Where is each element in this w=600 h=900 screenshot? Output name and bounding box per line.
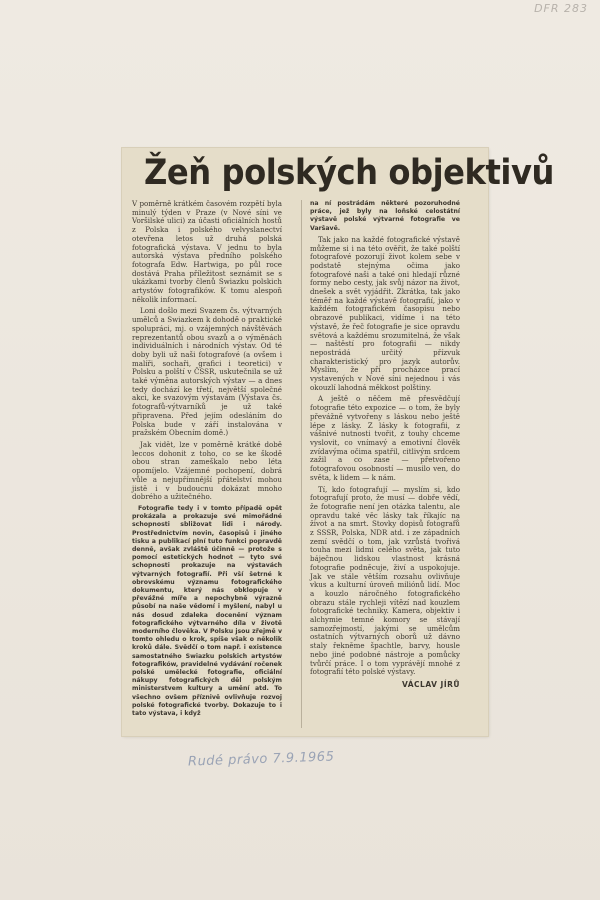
paragraph: Loni došlo mezi Svazem čs. výtvarných umělců a Swiazkem k dohodě o praktické spolupráci, mj. o vzájemných návštěvách reprezentantů obou svazů a o výměnách individuálních i národních výstav. Od té doby byli už naši fotografové (a ovšem i malíři, sochaři, grafici i teoretici) v Polsku a polští v ČSSR, uskutečnila se už také výměna autorských výstav — a dnes tedy dochází ke třetí, největší společné akci, ke svazovým výstavám (Výstava čs. fotografů-výtvarníků je už také připravena. Před jejím odesláním do Polska bude v září instalována v pražském Obecním domě.) bbox=[132, 306, 282, 438]
paragraph: V poměrně krátkém časovém rozpětí byla minulý týden v Praze (v Nové síni ve Voršilské ulici) za účasti oficiálních hostů z Polska i polského velvyslanectví otevřena letos už druhá polská fotografická výstava. V jednu to byla autorská výstava předního polského fotografa Edw. Hartwiga, po půl roce dostává Praha příležitost seznámit se s ukázkami tvorby členů Swiazku polskich artystów fotografików. K tomu alespoň několik informací. bbox=[132, 199, 282, 304]
paragraph-bold: Fotografie tedy i v tomto případě opět prokázala a prokazuje své mimořádné schopnosti sbližovat lidi i národy. Prostřednictvím novin, časopisů i jiného tisku a publikací plní tuto funkci popravdě denně, avšak zvláště účinně — protože s pomocí estetických hodnot — tyto své schopnosti prokazuje na výstavách výtvarných fotografií. Při vší šetrné k obrovskému významu fotografického dokumentu, který nás obklopuje v převážné míře a nepochybně výrazně působí na naše vědomí i myšlení, nabyl u nás dosud zdaleka docenění význam fotografického výtvarného díla v životě moderního člověka. V Polsku jsou zřejmě v tomto ohledu o krok, spíše však o několik kroků dále. Svědčí o tom např. i existence samostatného Swiazku polskich artystów fotografików, pravidelné vydávání ročenek polské umělecké fotografie, oficiální nákupy fotografických děl polským ministerstvem kultury a umění atd. To všechno ovšem příznivě ovlivňuje rozvoj polské fotografické tvorby. Dokazuje to i tato výstava, i když bbox=[132, 504, 282, 717]
paragraph: Tí, kdo fotografují — myslím si, kdo fotografují proto, že musí — dobře vědí, že fotografie není jen otázka talentu, ale opravdu také věc lásky tak říkajíc na život a na smrt. Stovky dopisů fotografů z SSSR, Polska, NDR atd. i ze západních zemí svědčí o tom, jak vzrůstá tvořivá touha mezi lidmi celého světa, jak tuto báječnou lidskou vlastnost krásná fotografie podněcuje, živí a uspokojuje. Jak ve stále větším rozsahu ovlivňuje vkus a kulturní úroveň miliónů lidí. Moc a kouzlo náročného fotografického obrazu stále rychleji vítězí nad kouzlem fotografické techniky. Kamera, objektiv i alchymie temné komory se stávají samozřejmostí, jakými se umělcům ostatních výtvarných oborů už dávno staly řekněme špachtle, barvy, housle nebo jiné podobné nástroje a pomůcky tvůrčí práce. I o tom vyprávějí mnohé z fotografií této polské výstavy. bbox=[310, 484, 460, 677]
column-divider bbox=[301, 200, 302, 728]
paragraph: A ještě o něčem mě přesvědčují fotografie této expozice — o tom, že byly převážně vytvořeny s láskou nebo ještě lépe z lásky. Z lásky k fotografii, z vášnivé nutnosti tvořit, z touhy chceme vyslovit, co vnímavý a emotivní člověk zvídavýma očima spatřil, citlivým srdcem zažil a co zase — přetvořeno fotografovou osobností — musilo ven, do světa, k lidem — k nám. bbox=[310, 394, 460, 482]
article-right-column bbox=[310, 200, 460, 690]
paragraph: Jak vidět, lze v poměrně krátké době leccos dohonit z toho, co se ke škodě obou stran zameškalo nebo léta opomíjelo. Vzájemné pochopení, dobrá vůle a nejupřímnější přátelství mohou jistě i v budoucnu dokázat mnoho dobrého a užitečného. bbox=[132, 439, 282, 502]
handwritten-source-note: Rudé právo 7.9.1965 bbox=[187, 749, 335, 770]
article-left-column bbox=[132, 200, 282, 721]
author-byline: VÁCLAV JÍRŮ bbox=[401, 679, 460, 689]
article-headline: Žeň polských objektivů bbox=[144, 153, 555, 193]
paragraph-bold: na ní postrádám některé pozoruhodné práce, jež byly na loňské celostátní výstavě polské výtvarné fotografie ve Varšavě. bbox=[310, 200, 460, 232]
archive-mark: DFR 283 bbox=[534, 2, 588, 15]
paragraph: Tak jako na každé fotografické výstavě můžeme si i na této ověřit, že také polští fotografové pozorují život kolem sebe v podstatě stejnýma očima jako fotografové naši a také oni hledají různé formy nebo cesty, jak svůj názor na život, dnešek a svět vyjádřit. Zkrátka, tak jako téměř na každé výstavě fotografií, jako v každém fotografickém časopisu nebo obrazové publikaci, vidíme i na této výstavě, že řeč fotografie je sice opravdu světová a každému srozumitelná, že však — naštěstí pro fotografii — nikdy nepostrádá určitý přízvuk charakteristický pro jazyk autorův. Myslím, že při procházce prací vystavených v Nové síni nejednou i vás okouzlí lahodná měkkost polštiny. bbox=[310, 234, 460, 392]
